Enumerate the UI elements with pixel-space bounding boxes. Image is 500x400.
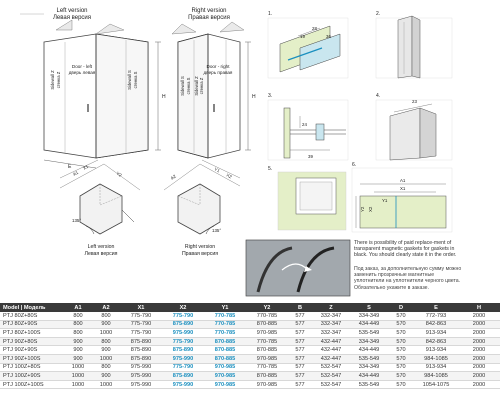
right-sidewall-s-label-ru: стенка S: [186, 77, 191, 95]
spec-cell: 1054-1075: [414, 380, 458, 389]
spec-cell: 775-790: [162, 363, 204, 372]
spec-cell: 800: [92, 363, 120, 372]
left-door-label-ru: дверь левая: [68, 70, 96, 75]
table-row: [0, 320, 500, 329]
spec-cell: 1000: [92, 329, 120, 338]
spec-cell: 875-890: [120, 346, 162, 355]
spec-cell: 970-985: [204, 363, 246, 372]
spec-cell: 577: [288, 346, 312, 355]
spec-header-cell: H: [458, 303, 500, 312]
spec-header-cell: A1: [64, 303, 92, 312]
spec-cell: 770-785: [204, 320, 246, 329]
spec-cell: 900: [92, 372, 120, 381]
spec-cell: 772-793: [414, 312, 458, 320]
detail-4-profile-corner: [376, 100, 452, 160]
right-plan-x2-label: X2: [225, 172, 233, 180]
spec-cell: 432-447: [312, 346, 350, 355]
right-plan-title-en: Right version: [184, 244, 216, 250]
left-plan-title-en: Left version: [87, 244, 115, 250]
spec-cell: 870-885: [204, 346, 246, 355]
spec-cell: 570: [388, 346, 414, 355]
spec-cell: 577: [288, 312, 312, 320]
spec-cell: 2000: [458, 320, 500, 329]
spec-cell: PTJ 100Z+100S: [0, 380, 64, 389]
spec-cell: 842-863: [414, 320, 458, 329]
spec-cell: 2000: [458, 337, 500, 346]
spec-cell: 434-449: [350, 346, 388, 355]
detail-2-vertical-profile: [376, 16, 452, 78]
spec-cell: 775-790: [162, 337, 204, 346]
spec-cell: 875-890: [162, 346, 204, 355]
spec-cell: 570: [388, 320, 414, 329]
table-row: [0, 346, 500, 355]
detail-1-dim-28: 28: [312, 26, 317, 31]
spec-cell: 432-447: [312, 354, 350, 363]
detail-2-number: 2.: [376, 11, 381, 17]
spec-cell: 577: [288, 354, 312, 363]
spec-cell: 535-549: [350, 354, 388, 363]
spec-cell: 970-985: [246, 329, 288, 338]
spec-cell: 770-785: [204, 312, 246, 320]
right-version-plan: [164, 160, 240, 234]
spec-header-cell: Model | Модель: [0, 303, 64, 312]
left-plan-y2-label: Y2: [115, 170, 123, 178]
detail-6-y2-label: Y2: [360, 206, 365, 212]
gasket-note-ru: Под заказ, за дополнительную сумму можно заменить прозрачные магнитные уплотнители на уплотнители черного цвета. Обязательно укажите в заказе.: [354, 266, 462, 291]
spec-cell: 2000: [458, 354, 500, 363]
spec-cell: 870-885: [204, 337, 246, 346]
spec-cell: 900: [92, 346, 120, 355]
right-door-label-ru: дверь правая: [203, 70, 233, 75]
spec-cell: 570: [388, 337, 414, 346]
spec-cell: 875-890: [120, 337, 162, 346]
table-row: [0, 372, 500, 381]
spec-header-cell: Y1: [204, 303, 246, 312]
left-sidewall-s-label-ru: стенка S: [133, 71, 138, 89]
spec-cell: 570: [388, 312, 414, 320]
right-plan-a2-label: A2: [169, 173, 177, 181]
spec-cell: 875-890: [120, 354, 162, 363]
gasket-note-en: There is possibility of paid replace-ment of transparent magnetic gaskets for gaskets in black. You should clearly state it in the order.: [354, 240, 457, 259]
detail-4-dim-23: 23: [412, 99, 417, 104]
spec-cell: 770-785: [204, 329, 246, 338]
spec-header-cell: S: [350, 303, 388, 312]
spec-cell: 570: [388, 372, 414, 381]
spec-cell: 1000: [64, 372, 92, 381]
spec-cell: 975-990: [120, 380, 162, 389]
spec-cell: 332-347: [312, 312, 350, 320]
spec-cell: PTJ 90Z+80S: [0, 337, 64, 346]
spec-cell: 900: [64, 346, 92, 355]
spec-cell: 870-885: [204, 354, 246, 363]
spec-cell: 775-790: [120, 329, 162, 338]
table-row: [0, 329, 500, 338]
right-sidewall-s-label: Sidewall S: [180, 76, 185, 96]
spec-cell: 332-347: [312, 320, 350, 329]
spec-cell: 984-1085: [414, 354, 458, 363]
detail-6-x1-label: X1: [400, 186, 406, 191]
spec-cell: 570: [388, 329, 414, 338]
spec-header-cell: B: [288, 303, 312, 312]
right-sidewall-z-label-ru: стенка Z: [199, 77, 204, 95]
spec-cell: 2000: [458, 346, 500, 355]
spec-header-cell: Z: [312, 303, 350, 312]
spec-cell: 970-985: [246, 380, 288, 389]
spec-cell: 577: [288, 337, 312, 346]
spec-cell: 870-885: [246, 346, 288, 355]
spec-cell: 1000: [64, 363, 92, 372]
spec-cell: 577: [288, 372, 312, 381]
spec-cell: 577: [288, 320, 312, 329]
table-row: [0, 363, 500, 372]
detail-1-dim-36: 36: [326, 34, 331, 39]
spec-cell: 1000: [64, 380, 92, 389]
detail-6-a1-label: A1: [400, 178, 406, 183]
spec-cell: 332-347: [312, 329, 350, 338]
right-version-title-ru: Правая версия: [188, 15, 230, 21]
left-sidewall-z-label-ru: стенка Z: [56, 71, 61, 89]
spec-cell: PTJ 90Z+100S: [0, 354, 64, 363]
spec-cell: 775-790: [162, 312, 204, 320]
spec-cell: 434-449: [350, 372, 388, 381]
spec-cell: 1000: [92, 380, 120, 389]
spec-cell: PTJ 80Z+80S: [0, 312, 64, 320]
spec-cell: 2000: [458, 363, 500, 372]
spec-table: [0, 303, 500, 389]
spec-cell: 570: [388, 363, 414, 372]
spec-cell: 970-985: [246, 354, 288, 363]
left-e-label: E: [68, 164, 72, 170]
spec-cell: 570: [388, 354, 414, 363]
spec-cell: 975-990: [162, 380, 204, 389]
spec-cell: PTJ 80Z+90S: [0, 320, 64, 329]
spec-cell: 975-990: [120, 372, 162, 381]
table-row: [0, 380, 500, 389]
spec-header-cell: E: [414, 303, 458, 312]
spec-cell: 2000: [458, 372, 500, 381]
spec-table-header: [0, 303, 500, 312]
spec-cell: PTJ 90Z+90S: [0, 346, 64, 355]
spec-cell: 875-890: [162, 372, 204, 381]
spec-cell: 334-349: [350, 312, 388, 320]
spec-cell: 532-547: [312, 372, 350, 381]
spec-cell: 775-790: [120, 312, 162, 320]
spec-cell: 800: [92, 312, 120, 320]
detail-3-hinge-section: [268, 100, 348, 160]
detail-1-number: 1.: [268, 11, 273, 17]
left-version-title-en: Left version: [56, 8, 88, 14]
spec-cell: PTJ 100Z+80S: [0, 363, 64, 372]
spec-cell: 800: [64, 312, 92, 320]
spec-cell: 900: [64, 354, 92, 363]
spec-cell: 970-985: [204, 380, 246, 389]
spec-cell: 1000: [92, 354, 120, 363]
spec-cell: 900: [92, 320, 120, 329]
right-height-label: H: [252, 94, 256, 100]
spec-cell: 334-349: [350, 337, 388, 346]
spec-cell: 800: [64, 329, 92, 338]
spec-cell: 800: [64, 320, 92, 329]
detail-6-x2-label: X2: [368, 206, 373, 212]
spec-cell: 577: [288, 363, 312, 372]
left-plan-x1-label: X1: [82, 163, 90, 171]
spec-cell: 770-785: [246, 337, 288, 346]
right-sidewall-z-label: Sidewall Z: [194, 76, 199, 96]
spec-cell: 975-990: [162, 354, 204, 363]
spec-cell: 535-549: [350, 329, 388, 338]
spec-cell: 900: [64, 337, 92, 346]
spec-cell: 577: [288, 380, 312, 389]
spec-cell: 800: [92, 337, 120, 346]
spec-cell: 770-785: [246, 312, 288, 320]
left-door-label-en: Door - left: [71, 64, 93, 69]
spec-cell: 984-1085: [414, 372, 458, 381]
left-sidewall-z-label: Sidewall Z: [50, 70, 55, 90]
spec-cell: 570: [388, 380, 414, 389]
spec-cell: 532-547: [312, 363, 350, 372]
left-sidewall-s-label: Sidewall S: [127, 70, 132, 90]
detail-3-dim-39: 39: [308, 154, 313, 159]
spec-cell: 775-790: [120, 320, 162, 329]
left-version-title-ru: Левая версия: [52, 15, 92, 21]
detail-3-number: 3.: [268, 93, 273, 99]
spec-cell: 913-934: [414, 329, 458, 338]
spec-cell: 870-885: [246, 372, 288, 381]
left-version-elevation: [20, 14, 161, 168]
detail-1-wall-profile: [268, 18, 348, 78]
spec-table-body: [0, 312, 500, 389]
spec-cell: 975-990: [162, 329, 204, 338]
right-version-title-en: Right version: [191, 8, 227, 14]
spec-header-cell: X2: [162, 303, 204, 312]
left-plan-title-ru: Левая версия: [84, 251, 118, 257]
spec-cell: 2000: [458, 329, 500, 338]
spec-cell: 975-990: [120, 363, 162, 372]
spec-cell: 334-349: [350, 363, 388, 372]
left-height-label: H: [162, 94, 166, 100]
detail-1-dim-19: 19: [300, 34, 305, 39]
detail-5-wall-installation: [278, 172, 346, 230]
table-row: [0, 312, 500, 320]
detail-4-number: 4.: [376, 93, 381, 99]
detail-3-dim-24: 24: [302, 122, 307, 127]
spec-cell: 532-547: [312, 380, 350, 389]
detail-5-number: 5.: [268, 166, 273, 172]
detail-6-y1-label: Y1: [382, 198, 388, 203]
left-plan-a1-label: A1: [72, 169, 80, 177]
spec-cell: 770-785: [246, 363, 288, 372]
spec-header-cell: A2: [92, 303, 120, 312]
right-plan-angle-label: 135°: [212, 228, 222, 233]
left-plan-angle-label: 135°: [72, 218, 82, 223]
spec-cell: 913-934: [414, 363, 458, 372]
spec-cell: 432-447: [312, 337, 350, 346]
spec-header-cell: D: [388, 303, 414, 312]
spec-cell: PTJ 80Z+100S: [0, 329, 64, 338]
table-row: [0, 354, 500, 363]
spec-cell: 913-934: [414, 346, 458, 355]
spec-header-cell: X1: [120, 303, 162, 312]
spec-cell: 870-885: [246, 320, 288, 329]
right-door-label-en: Door - right: [206, 64, 230, 69]
spec-header-cell: Y2: [246, 303, 288, 312]
spec-cell: 970-985: [204, 372, 246, 381]
spec-cell: 2000: [458, 380, 500, 389]
spec-cell: 577: [288, 329, 312, 338]
spec-cell: 842-863: [414, 337, 458, 346]
right-plan-y1-label: Y1: [213, 166, 221, 174]
right-plan-title-ru: Правая версия: [181, 251, 219, 257]
spec-cell: 535-549: [350, 380, 388, 389]
spec-cell: 875-890: [162, 320, 204, 329]
detail-6-number: 6.: [352, 162, 357, 168]
spec-cell: 2000: [458, 312, 500, 320]
spec-cell: 434-449: [350, 320, 388, 329]
table-row: [0, 337, 500, 346]
spec-cell: PTJ 100Z+90S: [0, 372, 64, 381]
gasket-photo: [246, 240, 350, 296]
